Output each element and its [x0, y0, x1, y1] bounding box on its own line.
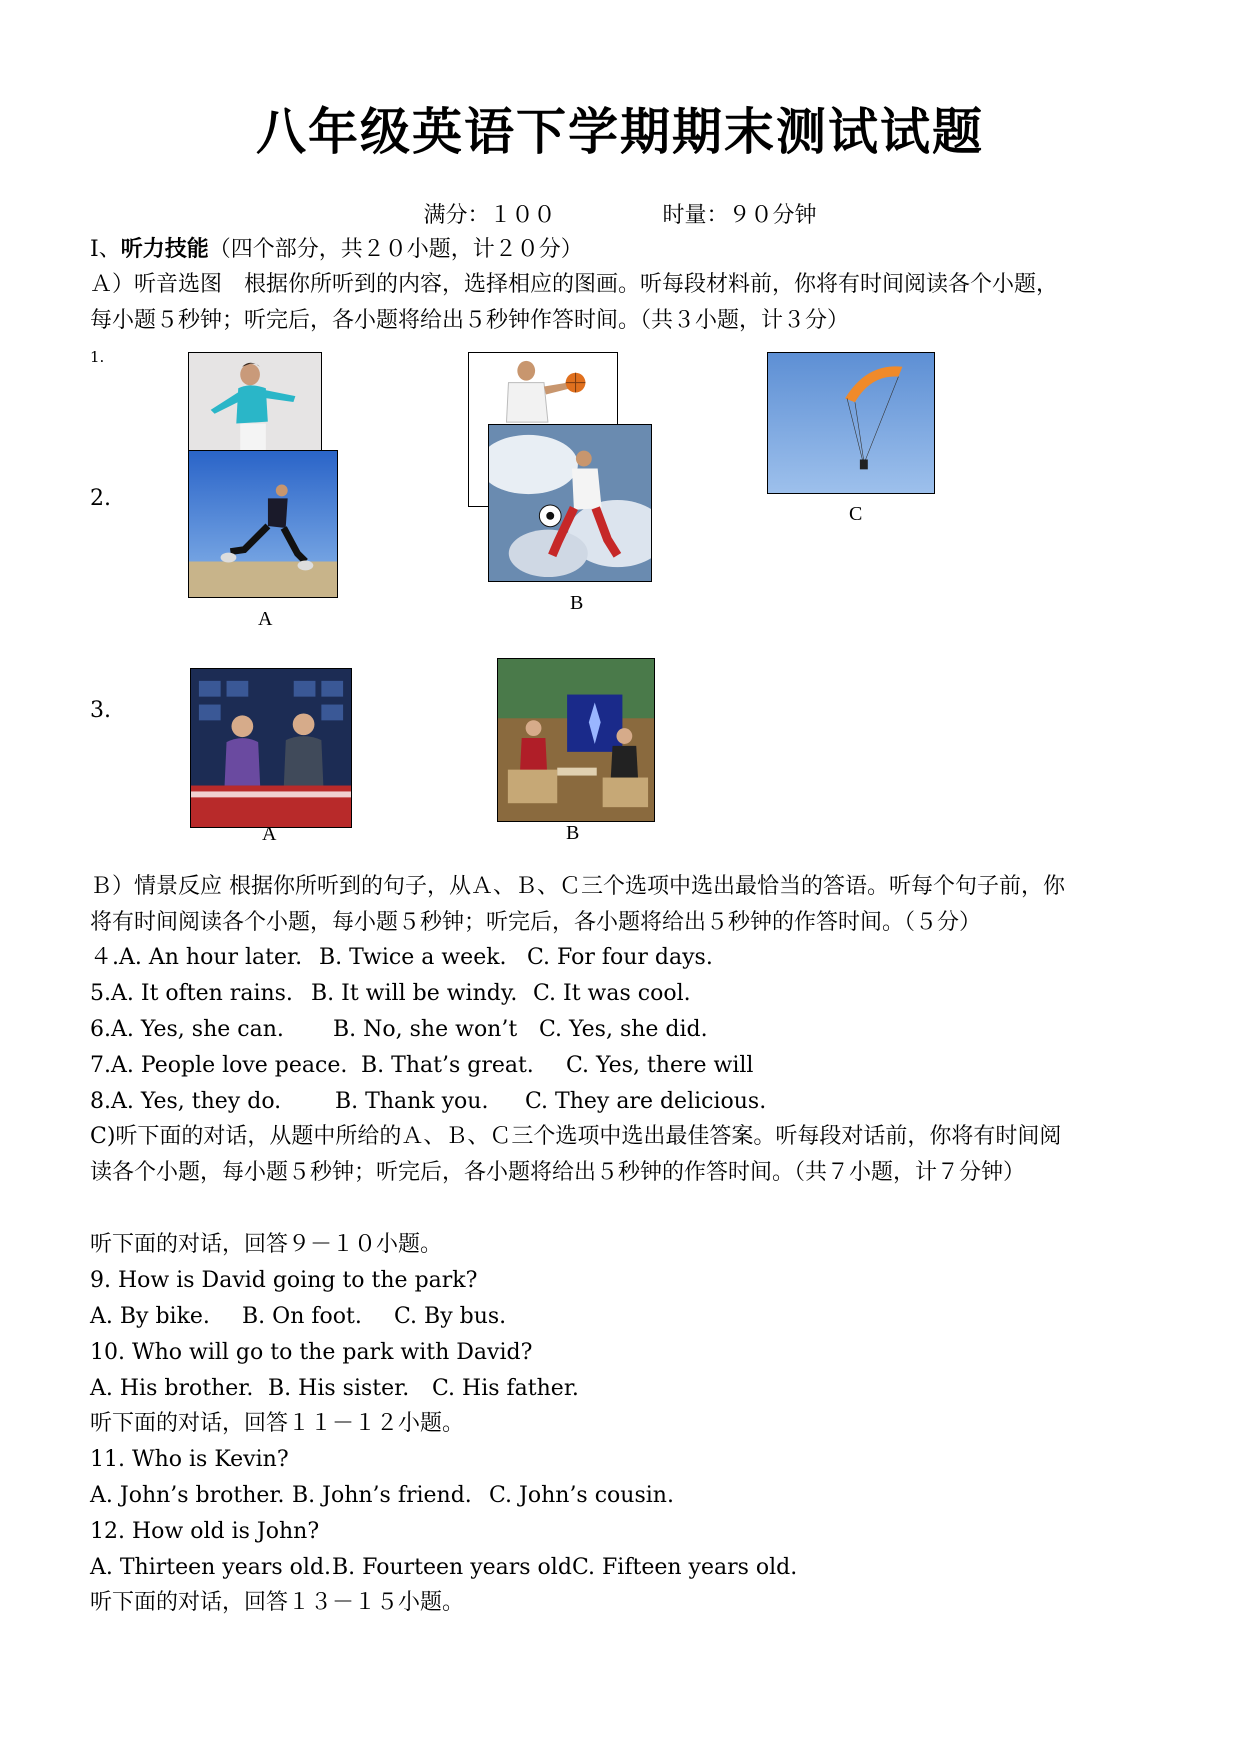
q2-label-a: A — [258, 608, 273, 630]
part-b-instruction-2: 将有时间阅读各个小题，每小题５秒钟；听完后，各小题将给出５秒钟的作答时间。（５分） — [90, 910, 982, 935]
q1-label-c: C — [849, 503, 863, 525]
section-title: 听力技能 — [120, 236, 209, 262]
news-anchors-image — [190, 668, 352, 828]
question-3-number: 3. — [90, 698, 111, 723]
question-9: 9. How is David going to the park? — [90, 1268, 478, 1293]
dancer-image — [188, 352, 322, 452]
part-c-instruction-1: C)听下面的对话，从题中所给的Ａ、Ｂ、Ｃ三个选项中选出最佳答案。听每段对话前，你将有时间阅 — [90, 1124, 1062, 1149]
question-7: 7.A. People love peace. B. That’s great. C. Yes, there will — [90, 1053, 754, 1078]
full-score: 满分：１００ — [423, 203, 556, 228]
question-2-number: 2. — [90, 486, 111, 511]
question-12: 12. How old is John? — [90, 1519, 320, 1544]
question-11: 11. Who is Kevin? — [90, 1447, 289, 1472]
question-8: 8.A. Yes, they do. B. Thank you. C. They are delicious. — [90, 1089, 767, 1114]
exam-meta — [0, 198, 1240, 229]
part-a-instruction-1: Ａ）听音选图 根据你所听到的内容，选择相应的图画。听每段材料前，你将有时间阅读各个小题， — [90, 272, 1059, 297]
q3-label-b: B — [566, 822, 580, 844]
dialogue-1-heading: 听下面的对话，回答９－１０小题。 — [90, 1232, 443, 1257]
question-10-options: A. His brother. B. His sister. C. His father. — [90, 1376, 579, 1401]
time-limit: 时量：９０分钟 — [662, 203, 817, 228]
talk-show-image — [497, 658, 655, 822]
question-9-options: A. By bike. B. On foot. C. By bus. — [90, 1304, 507, 1329]
question-10: 10. Who will go to the park with David? — [90, 1340, 533, 1365]
question-6: 6.A. Yes, she can. B. No, she won’t C. Yes, she did. — [90, 1017, 708, 1042]
part-a-instruction-2: 每小题５秒钟；听完后，各小题将给出５秒钟作答时间。（共３小题，计３分） — [90, 308, 850, 333]
part-b-instruction-1: Ｂ）情景反应 根据你所听到的句子，从Ａ、Ｂ、Ｃ三个选项中选出最恰当的答语。听每个句子前，你 — [90, 874, 1065, 899]
football-image — [488, 424, 652, 582]
section-heading: I、听力技能（四个部分，共２０小题，计２０分） — [90, 236, 583, 262]
question-11-options: A. John’s brother. B. John’s friend. C. John’s cousin. — [90, 1483, 674, 1508]
runner-image — [188, 450, 338, 598]
question-12-options: A. Thirteen years old.B. Fourteen years oldC. Fifteen years old. — [90, 1555, 798, 1580]
page-title: 八年级英语下学期期末测试试题 — [256, 103, 984, 161]
paraglider-image — [767, 352, 935, 494]
part-c-instruction-2: 读各个小题，每小题５秒钟；听完后，各小题将给出５秒钟的作答时间。（共７小题，计７分钟） — [90, 1160, 1026, 1185]
dialogue-2-heading: 听下面的对话，回答１１－１２小题。 — [90, 1411, 465, 1436]
question-4: ４.A. An hour later. B. Twice a week. C. For four days. — [90, 945, 713, 970]
dialogue-3-heading: 听下面的对话，回答１３－１５小题。 — [90, 1590, 465, 1615]
question-5: 5.A. It often rains. B. It will be windy. C. It was cool. — [90, 981, 691, 1006]
question-1-number: 1. — [90, 348, 105, 366]
q3-label-a: A — [262, 823, 277, 845]
q2-label-b: B — [570, 592, 584, 614]
